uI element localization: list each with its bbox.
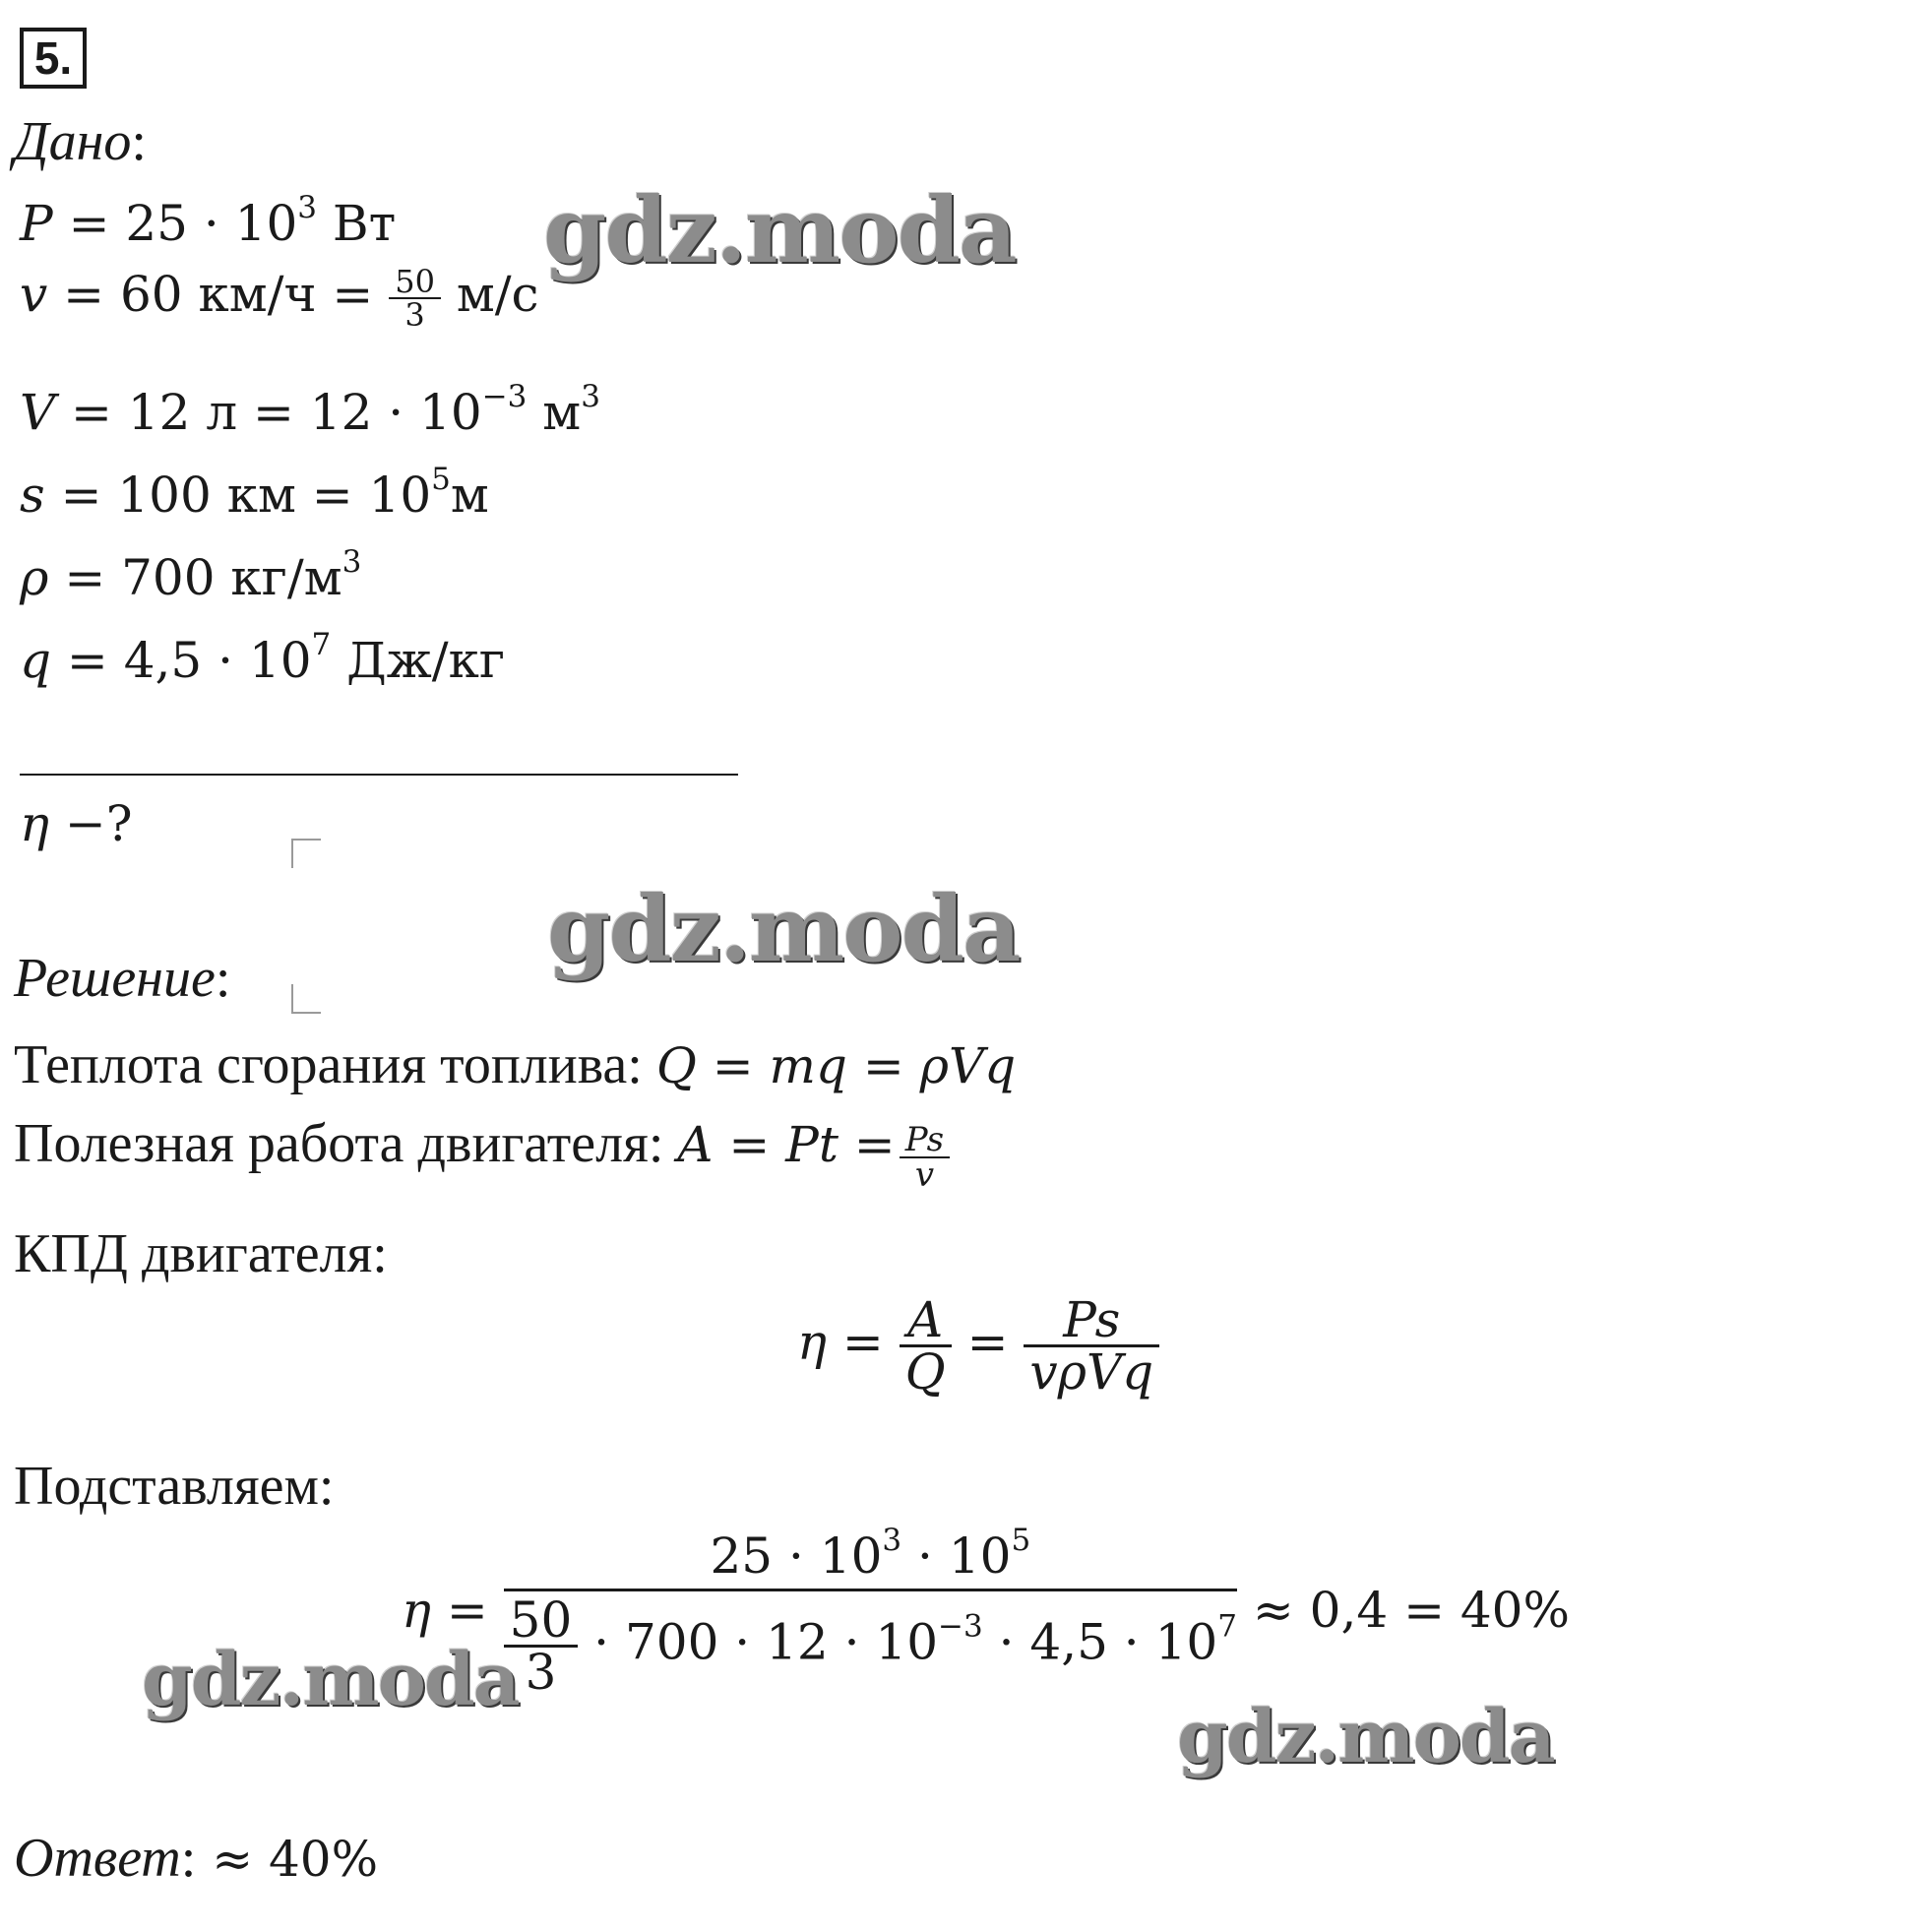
efficiency-frac-a-over-q: [900, 1291, 952, 1401]
work-frac-den: v: [914, 1155, 935, 1196]
efficiency-frac1-den: Q: [904, 1343, 946, 1401]
work-fraction: [900, 1120, 950, 1196]
given-power-var: P: [20, 195, 53, 252]
given-density-expr: = 700 кг/м: [64, 549, 342, 606]
efficiency-frac-ps-over-vrvq: [1024, 1291, 1159, 1401]
given-power-expr: = 25 · 10: [68, 195, 298, 252]
substitution-fraction: [504, 1522, 1237, 1701]
efficiency-frac2-num: Ps: [1024, 1295, 1159, 1347]
given-distance-exp: 5: [431, 461, 451, 497]
watermark-3: gdz.moda: [142, 1638, 519, 1722]
work-line: [14, 1112, 950, 1196]
efficiency-frac1-num: A: [900, 1295, 952, 1347]
substitution-result: ≈ 0,4 = 40%: [1252, 1582, 1570, 1639]
heat-formula: Q = mq = ρVq: [655, 1037, 1017, 1094]
find-line: [20, 795, 133, 852]
given-speed: [20, 263, 539, 334]
given-heading-colon: :: [131, 111, 147, 172]
answer-label: Ответ: [14, 1828, 181, 1889]
work-label: Полезная работа двигателя:: [14, 1113, 678, 1174]
given-heat-exp: 7: [311, 626, 332, 662]
given-distance: [20, 461, 489, 524]
given-speed-unit: м/с: [440, 266, 539, 323]
efficiency-lhs: η =: [797, 1313, 884, 1371]
find-text: −?: [48, 795, 133, 852]
given-volume-expr: = 12 л = 12 · 10: [71, 384, 482, 441]
given-volume-unit: м: [527, 384, 582, 441]
subst-num-b-exp: 5: [1011, 1522, 1031, 1558]
given-heat-var: q: [20, 632, 52, 689]
watermark-1: gdz.moda: [543, 177, 1016, 283]
answer-colon: :: [180, 1828, 197, 1889]
heat-line: [14, 1033, 1016, 1096]
given-density: [20, 543, 362, 606]
given-distance-expr: = 100 км = 10: [60, 467, 432, 524]
given-heat-expr: = 4,5 · 10: [66, 632, 312, 689]
given-volume-unit-exp: 3: [581, 378, 600, 414]
given-power: [20, 189, 397, 252]
efficiency-frac2-den: vρVq: [1029, 1343, 1154, 1401]
given-speed-frac-num: 50: [389, 266, 441, 299]
subst-den-frac-den: 3: [525, 1644, 557, 1701]
watermark-4: gdz.moda: [1177, 1695, 1554, 1779]
work-formula: A = Pt =: [677, 1116, 896, 1173]
given-heading-text: Дано: [14, 111, 132, 172]
subst-den-a: · 700 · 12 · 10: [578, 1613, 939, 1671]
solution-heading: [14, 947, 230, 1010]
given-speed-var: v: [20, 266, 48, 323]
given-speed-expr: = 60 км/ч =: [63, 266, 374, 323]
solution-heading-colon: :: [215, 948, 231, 1009]
problem-number: 5.: [20, 28, 87, 89]
given-speed-frac-den: 3: [404, 296, 425, 334]
given-volume-exp: −3: [481, 378, 528, 414]
given-volume-var: V: [20, 384, 56, 441]
given-power-exp: 3: [297, 189, 318, 225]
substitution-denominator: [504, 1591, 1237, 1701]
subst-den-a-exp: −3: [938, 1608, 983, 1645]
given-heat: [20, 626, 506, 689]
corner-mark-top: [291, 839, 321, 868]
efficiency-formula: [797, 1291, 1159, 1401]
given-heat-unit: Дж/кг: [331, 632, 506, 689]
answer-line: [14, 1827, 378, 1890]
subst-num-a: 25 · 10: [710, 1527, 883, 1585]
given-volume: [20, 378, 600, 441]
given-density-var: ρ: [20, 549, 49, 606]
efficiency-label: КПД двигателя:: [14, 1223, 388, 1284]
solution-heading-text: Решение: [14, 948, 216, 1009]
subst-den-b-exp: 7: [1217, 1608, 1237, 1645]
subst-den-frac-num: 50: [504, 1595, 579, 1648]
answer-value: ≈ 40%: [196, 1831, 379, 1888]
given-distance-var: s: [20, 467, 45, 524]
heat-label: Теплота сгорания топлива:: [14, 1034, 656, 1095]
given-density-exp: 3: [342, 543, 362, 580]
subst-den-b: · 4,5 · 10: [982, 1613, 1218, 1671]
substitution-label: Подставляем:: [14, 1456, 335, 1517]
substitution-formula: [402, 1522, 1570, 1701]
find-var: η: [20, 795, 49, 852]
given-separator: [20, 774, 738, 776]
subst-num-b: · 10: [901, 1527, 1012, 1585]
work-frac-num: Ps: [900, 1123, 950, 1158]
substitution-lhs: η =: [402, 1582, 488, 1639]
substitution-numerator: [504, 1522, 1237, 1591]
efficiency-eq: =: [966, 1313, 1009, 1371]
subst-num-a-exp: 3: [882, 1522, 902, 1558]
given-distance-unit: м: [450, 467, 489, 524]
corner-mark-bottom: [291, 984, 321, 1014]
given-heading: [14, 110, 147, 173]
given-speed-fraction: [389, 263, 441, 334]
watermark-2: gdz.moda: [547, 876, 1020, 982]
given-power-unit: Вт: [317, 195, 397, 252]
